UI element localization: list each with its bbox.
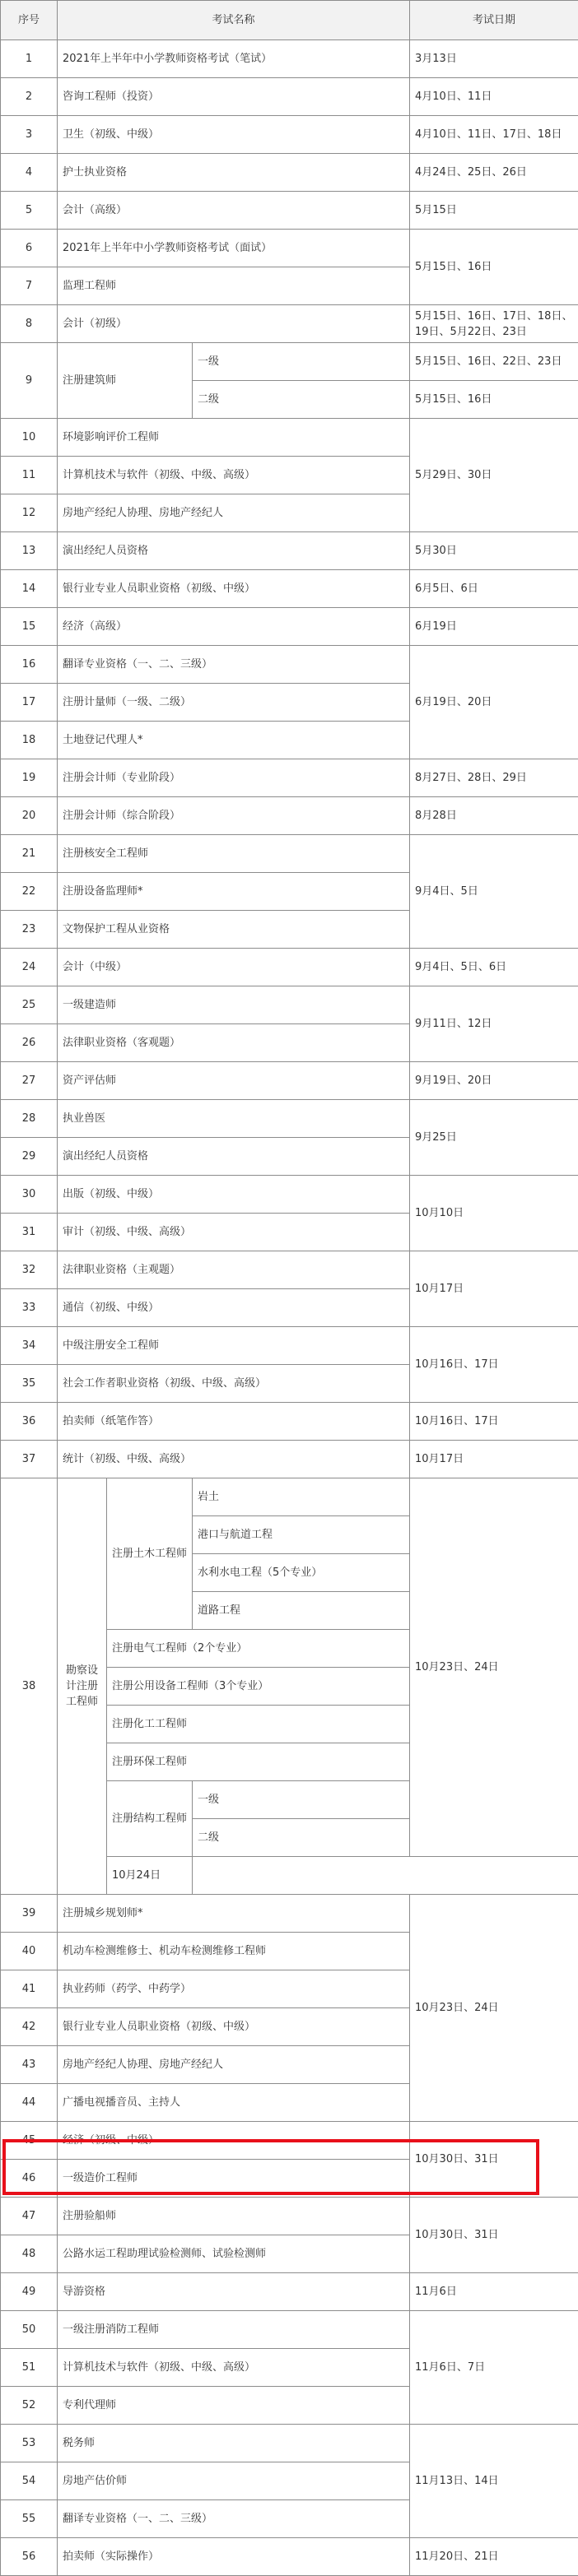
exam-date: 10月24日: [107, 1857, 193, 1895]
table-row: [1, 1895, 578, 1933]
exam-name: 法律职业资格（客观题）: [58, 1024, 410, 1062]
table-row: [1, 835, 578, 873]
exam-name: 房地产估价师: [58, 2462, 410, 2500]
exam-name: 注册核安全工程师: [58, 835, 410, 873]
row-number: 3: [1, 116, 58, 154]
row-number: 36: [1, 1403, 58, 1441]
row-number: 27: [1, 1062, 58, 1100]
exam-date: 3月13日: [410, 40, 578, 78]
row-number: 45: [1, 2122, 58, 2160]
exam-name: 计算机技术与软件（初级、中级、高级）: [58, 457, 410, 494]
exam-name: 环境影响评价工程师: [58, 419, 410, 457]
exam-group-name: 注册化工工程师: [107, 1706, 410, 1743]
exam-date: 10月16日、17日: [410, 1327, 578, 1403]
exam-date: 10月16日、17日: [410, 1403, 578, 1441]
table-row: [1, 986, 578, 1024]
table-row: [1, 1441, 578, 1478]
table-row: [1, 2273, 578, 2311]
row-number: 51: [1, 2349, 58, 2387]
row-number: 53: [1, 2425, 58, 2462]
exam-sub-name: 二级: [193, 1819, 410, 1857]
table-row: [1, 1403, 578, 1441]
row-number: 15: [1, 608, 58, 646]
exam-name: 勘察设计注册工程师: [58, 1478, 107, 1895]
row-number: 33: [1, 1289, 58, 1327]
table-row: [1, 2122, 578, 2160]
exam-name: 经济（高级）: [58, 608, 410, 646]
row-number: 14: [1, 570, 58, 608]
row-number: 38: [1, 1478, 58, 1895]
exam-name: 中级注册安全工程师: [58, 1327, 410, 1365]
exam-name: 一级注册消防工程师: [58, 2311, 410, 2349]
exam-name: 咨询工程师（投资）: [58, 78, 410, 116]
table-row: [1, 78, 578, 116]
exam-date: 10月30日、31日: [410, 2122, 578, 2198]
exam-name: 资产评估师: [58, 1062, 410, 1100]
table-row: [1, 1327, 578, 1365]
table-row: [1, 1062, 578, 1100]
row-number: 31: [1, 1214, 58, 1251]
table-row: [1, 40, 578, 78]
row-number: 28: [1, 1100, 58, 1138]
exam-name: 翻译专业资格（一、二、三级）: [58, 2500, 410, 2538]
table-row: [1, 2425, 578, 2462]
exam-name: 注册会计师（综合阶段）: [58, 797, 410, 835]
row-number: 5: [1, 192, 58, 230]
exam-date: 9月25日: [410, 1100, 578, 1176]
row-number: 9: [1, 343, 58, 419]
exam-name: 注册城乡规划师*: [58, 1895, 410, 1933]
exam-sub-name: 港口与航道工程: [193, 1516, 410, 1554]
row-number: 32: [1, 1251, 58, 1289]
exam-name: 执业兽医: [58, 1100, 410, 1138]
row-number: 26: [1, 1024, 58, 1062]
exam-group-name: 注册结构工程师: [107, 1781, 193, 1857]
exam-name: 注册验船师: [58, 2198, 410, 2235]
exam-name: 拍卖师（纸笔作答）: [58, 1403, 410, 1441]
row-number: 8: [1, 305, 58, 343]
exam-name: 会计（中级）: [58, 949, 410, 986]
header-no: 序号: [1, 1, 58, 40]
table-row: [1, 1176, 578, 1214]
exam-name: 文物保护工程从业资格: [58, 911, 410, 949]
row-number: 50: [1, 2311, 58, 2349]
exam-date: 5月15日、16日、22日、23日: [410, 343, 578, 381]
exam-group-name: 注册电气工程师（2个专业）: [107, 1630, 410, 1668]
row-number: 43: [1, 2046, 58, 2084]
row-number: 39: [1, 1895, 58, 1933]
table-row: [1, 608, 578, 646]
exam-name: 一级建造师: [58, 986, 410, 1024]
exam-group-name: 注册土木工程师: [107, 1478, 193, 1630]
table-row: [1, 305, 578, 343]
row-number: 34: [1, 1327, 58, 1365]
row-number: 46: [1, 2160, 58, 2198]
exam-date: 11月6日、7日: [410, 2311, 578, 2425]
table-row: [1, 797, 578, 835]
row-number: 2: [1, 78, 58, 116]
exam-date: 6月19日、20日: [410, 646, 578, 759]
row-number: 35: [1, 1365, 58, 1403]
exam-date: 8月27日、28日、29日: [410, 759, 578, 797]
exam-name: 房地产经纪人协理、房地产经纪人: [58, 494, 410, 532]
exam-sub-name: 一级: [193, 1781, 410, 1819]
exam-name: 护士执业资格: [58, 154, 410, 192]
exam-name: 广播电视播音员、主持人: [58, 2084, 410, 2122]
row-number: 20: [1, 797, 58, 835]
row-number: 30: [1, 1176, 58, 1214]
row-number: 10: [1, 419, 58, 457]
exam-name: 2021年上半年中小学教师资格考试（笔试）: [58, 40, 410, 78]
exam-name: 机动车检测维修士、机动车检测维修工程师: [58, 1933, 410, 1970]
exam-sub-name: 岩土: [193, 1478, 410, 1516]
row-number: 49: [1, 2273, 58, 2311]
row-number: 54: [1, 2462, 58, 2500]
header-date: 考试日期: [410, 1, 578, 40]
exam-name: 法律职业资格（主观题）: [58, 1251, 410, 1289]
exam-name: 银行业专业人员职业资格（初级、中级）: [58, 2008, 410, 2046]
exam-name: 执业药师（药学、中药学）: [58, 1970, 410, 2008]
row-number: 23: [1, 911, 58, 949]
row-number: 12: [1, 494, 58, 532]
exam-date: 4月10日、11日、17日、18日: [410, 116, 578, 154]
table-row: [1, 343, 578, 381]
exam-name: 专利代理师: [58, 2387, 410, 2425]
exam-date: 5月15日、16日: [410, 230, 578, 305]
exam-date: 6月5日、6日: [410, 570, 578, 608]
table-row: [1, 646, 578, 684]
exam-name: 统计（初级、中级、高级）: [58, 1441, 410, 1478]
exam-name: 审计（初级、中级、高级）: [58, 1214, 410, 1251]
row-number: 17: [1, 684, 58, 722]
exam-group-name: 注册环保工程师: [107, 1743, 410, 1781]
row-number: 4: [1, 154, 58, 192]
exam-name: 卫生（初级、中级）: [58, 116, 410, 154]
exam-date: 9月4日、5日、6日: [410, 949, 578, 986]
exam-date: 11月13日、14日: [410, 2425, 578, 2538]
exam-name: 土地登记代理人*: [58, 722, 410, 759]
exam-date: 5月15日: [410, 192, 578, 230]
exam-name: 2021年上半年中小学教师资格考试（面试）: [58, 230, 410, 267]
exam-date: 10月10日: [410, 1176, 578, 1251]
table-row: [1, 116, 578, 154]
table-row: [1, 1100, 578, 1138]
exam-name: 演出经纪人员资格: [58, 1138, 410, 1176]
exam-sub-name: 二级: [193, 381, 410, 419]
row-number: 19: [1, 759, 58, 797]
row-number: 44: [1, 2084, 58, 2122]
table-row: [1, 419, 578, 457]
exam-name: 注册设备监理师*: [58, 873, 410, 911]
exam-name: 注册会计师（专业阶段）: [58, 759, 410, 797]
row-number: 1: [1, 40, 58, 78]
table-row: [1, 230, 578, 267]
table-header-row: [1, 1, 578, 40]
row-number: 42: [1, 2008, 58, 2046]
row-number: 16: [1, 646, 58, 684]
table-row: [1, 759, 578, 797]
exam-date: 5月15日、16日、17日、18日、19日、5月22日、23日: [410, 305, 578, 343]
exam-sub-name: 道路工程: [193, 1592, 410, 1630]
exam-date: 11月6日: [410, 2273, 578, 2311]
exam-name: 出版（初级、中级）: [58, 1176, 410, 1214]
exam-name: 翻译专业资格（一、二、三级）: [58, 646, 410, 684]
table-row: [1, 2311, 578, 2349]
row-number: 22: [1, 873, 58, 911]
exam-name: 经济（初级、中级）: [58, 2122, 410, 2160]
row-number: 6: [1, 230, 58, 267]
exam-sub-name: 水利水电工程（5个专业）: [193, 1554, 410, 1592]
exam-name: 房地产经纪人协理、房地产经纪人: [58, 2046, 410, 2084]
row-number: 25: [1, 986, 58, 1024]
row-number: 52: [1, 2387, 58, 2425]
exam-date: 9月11日、12日: [410, 986, 578, 1062]
row-number: 7: [1, 267, 58, 305]
exam-name: 注册建筑师: [58, 343, 193, 419]
exam-date: 4月10日、11日: [410, 78, 578, 116]
table-row: [1, 1478, 578, 1516]
table-row: [1, 2198, 578, 2235]
table-row: [1, 154, 578, 192]
table-row: [1, 570, 578, 608]
exam-date: 4月24日、25日、26日: [410, 154, 578, 192]
exam-name: 通信（初级、中级）: [58, 1289, 410, 1327]
table-row: [1, 192, 578, 230]
exam-name: 社会工作者职业资格（初级、中级、高级）: [58, 1365, 410, 1403]
exam-date: 10月23日、24日: [410, 1895, 578, 2122]
exam-name: 演出经纪人员资格: [58, 532, 410, 570]
exam-date: 5月30日: [410, 532, 578, 570]
header-name: 考试名称: [58, 1, 410, 40]
exam-name: 税务师: [58, 2425, 410, 2462]
exam-name: 银行业专业人员职业资格（初级、中级）: [58, 570, 410, 608]
exam-date: 10月17日: [410, 1251, 578, 1327]
row-number: 41: [1, 1970, 58, 2008]
table-row: [1, 1251, 578, 1289]
row-number: 13: [1, 532, 58, 570]
exam-date: 6月19日: [410, 608, 578, 646]
row-number: 24: [1, 949, 58, 986]
row-number: 47: [1, 2198, 58, 2235]
exam-date: 10月23日、24日: [410, 1478, 578, 1857]
exam-date: 9月19日、20日: [410, 1062, 578, 1100]
row-number: 56: [1, 2538, 58, 2576]
row-number: 11: [1, 457, 58, 494]
exam-name: 监理工程师: [58, 267, 410, 305]
exam-name: 注册计量师（一级、二级）: [58, 684, 410, 722]
table-row: [1, 532, 578, 570]
row-number: 37: [1, 1441, 58, 1478]
exam-date: 10月17日: [410, 1441, 578, 1478]
row-number: 29: [1, 1138, 58, 1176]
row-number: 21: [1, 835, 58, 873]
exam-name: 计算机技术与软件（初级、中级、高级）: [58, 2349, 410, 2387]
row-number: 48: [1, 2235, 58, 2273]
exam-date: 5月29日、30日: [410, 419, 578, 532]
row-number: 55: [1, 2500, 58, 2538]
exam-date: 9月4日、5日: [410, 835, 578, 949]
exam-date: 8月28日: [410, 797, 578, 835]
row-number: 40: [1, 1933, 58, 1970]
table-row: [1, 949, 578, 986]
exam-name: 会计（高级）: [58, 192, 410, 230]
exam-name: 一级造价工程师: [58, 2160, 410, 2198]
row-number: 18: [1, 722, 58, 759]
exam-name: 拍卖师（实际操作）: [58, 2538, 410, 2576]
exam-name: 公路水运工程助理试验检测师、试验检测师: [58, 2235, 410, 2273]
exam-date: 11月20日、21日: [410, 2538, 578, 2576]
exam-name: 会计（初级）: [58, 305, 410, 343]
exam-date: 10月30日、31日: [410, 2198, 578, 2273]
exam-group-name: 注册公用设备工程师（3个专业）: [107, 1668, 410, 1706]
exam-name: 导游资格: [58, 2273, 410, 2311]
exam-sub-name: 一级: [193, 343, 410, 381]
exam-date: 5月15日、16日: [410, 381, 578, 419]
